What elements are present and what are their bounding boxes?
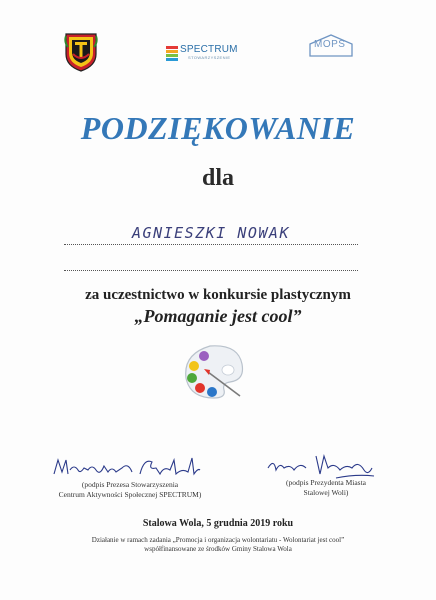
left-caption-line-1: (podpis Prezesa Stowarzyszenia (81, 480, 179, 489)
recipient-line (64, 226, 358, 246)
mops-logo-name: MOPS (314, 39, 346, 50)
paint-palette-icon (180, 342, 246, 402)
mops-logo (308, 34, 354, 58)
left-caption-line-2: Centrum Aktywności Społecznej SPECTRUM) (58, 489, 202, 499)
right-caption-line-1: (podpis Prezydenta Miasta (286, 478, 366, 487)
spectrum-logo-name: SPECTRUM (180, 44, 238, 55)
left-signature-caption (40, 480, 220, 499)
certificate-title: PODZIĘKOWANIE (80, 110, 356, 146)
recipient-name: AGNIESZKI NOWAK (132, 224, 290, 242)
reason-text: za uczestnictwo w konkursie plastycznym (85, 287, 351, 303)
dotted-line-1 (64, 244, 358, 245)
spectrum-logo-sub: STOWARZYSZENIE (188, 55, 231, 60)
right-caption-line-2: Stalowej Woli) (303, 487, 349, 497)
footer-line-1: Działanie w ramach zadania „Promocja i organizacja wolontariatu - Wolontariat jest cool” (91, 536, 345, 544)
place-and-date: Stalowa Wola, 5 grudnia 2019 roku (142, 518, 294, 529)
contest-name: „Pomaganie jest cool” (134, 306, 302, 326)
stal-crest-logo (64, 32, 98, 72)
right-signature-caption (256, 478, 396, 497)
for-word: dla (201, 165, 234, 191)
dotted-line-2 (64, 270, 358, 271)
funding-footer (0, 536, 436, 554)
footer-line-2: współfinansowane ze środków Gminy Stalowa Wola (144, 545, 292, 553)
left-signature (52, 452, 202, 482)
spectrum-logo (166, 42, 236, 64)
